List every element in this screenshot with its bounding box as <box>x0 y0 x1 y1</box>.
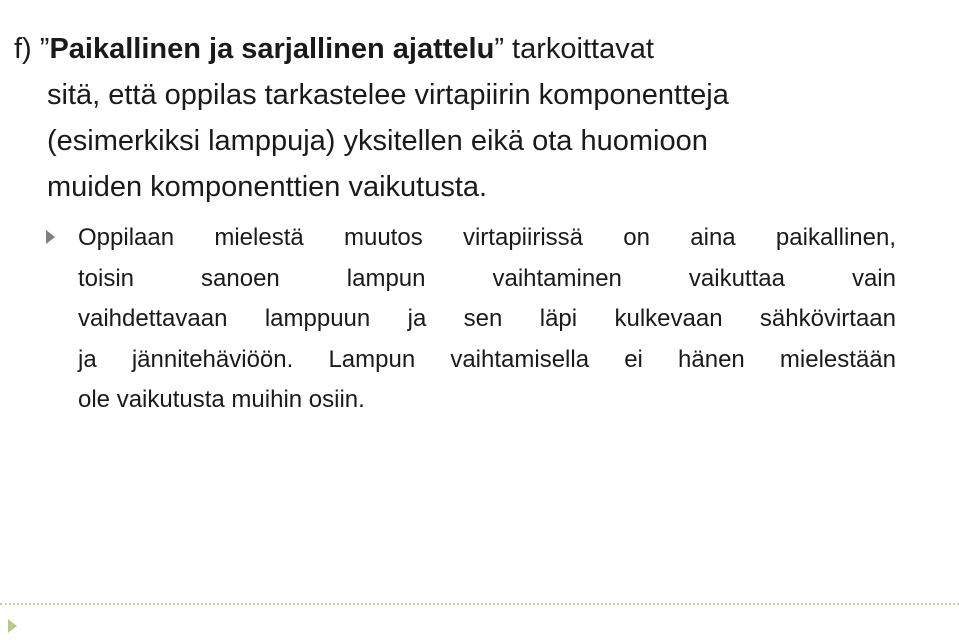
corner-arrow-icon <box>8 619 17 633</box>
heading-paragraph <box>14 26 944 210</box>
bullet-line-2: toisin sanoen lampun vaihtaminen vaikuttaa vain <box>78 264 896 292</box>
heading-bold-term: Paikallinen ja sarjallinen ajattelu <box>49 33 495 65</box>
heading-label: f) <box>14 33 32 65</box>
heading-line-1 <box>14 26 944 72</box>
bullet-item <box>46 218 896 421</box>
heading-open-quote: ” <box>39 33 50 65</box>
bullet-arrow-icon <box>46 230 55 244</box>
bullet-text <box>78 218 896 421</box>
heading-close-quote: ” <box>494 33 504 65</box>
footer-divider <box>0 603 959 605</box>
bullet-line-1: Oppilaan mielestä muutos virtapiirissä on aina paikallinen, <box>78 224 896 251</box>
heading-line-4: muiden komponenttien vaikutusta. <box>47 171 488 203</box>
bullet-line-3: vaihdettavaan lamppuun ja sen läpi kulkevaan sähkövirtaan <box>78 305 896 332</box>
heading-rest-line-1: tarkoittavat <box>512 33 654 65</box>
heading-line-3: (esimerkiksi lamppuja) yksitellen eikä ota huomioon <box>47 125 708 157</box>
bullet-line-5: ole vaikutusta muihin osiin. <box>78 386 365 413</box>
heading-line-2: sitä, että oppilas tarkastelee virtapiirin komponentteja <box>47 79 729 111</box>
bullet-line-4: ja jännitehäviöön. Lampun vaihtamisella ei hänen mielestään <box>78 345 896 373</box>
